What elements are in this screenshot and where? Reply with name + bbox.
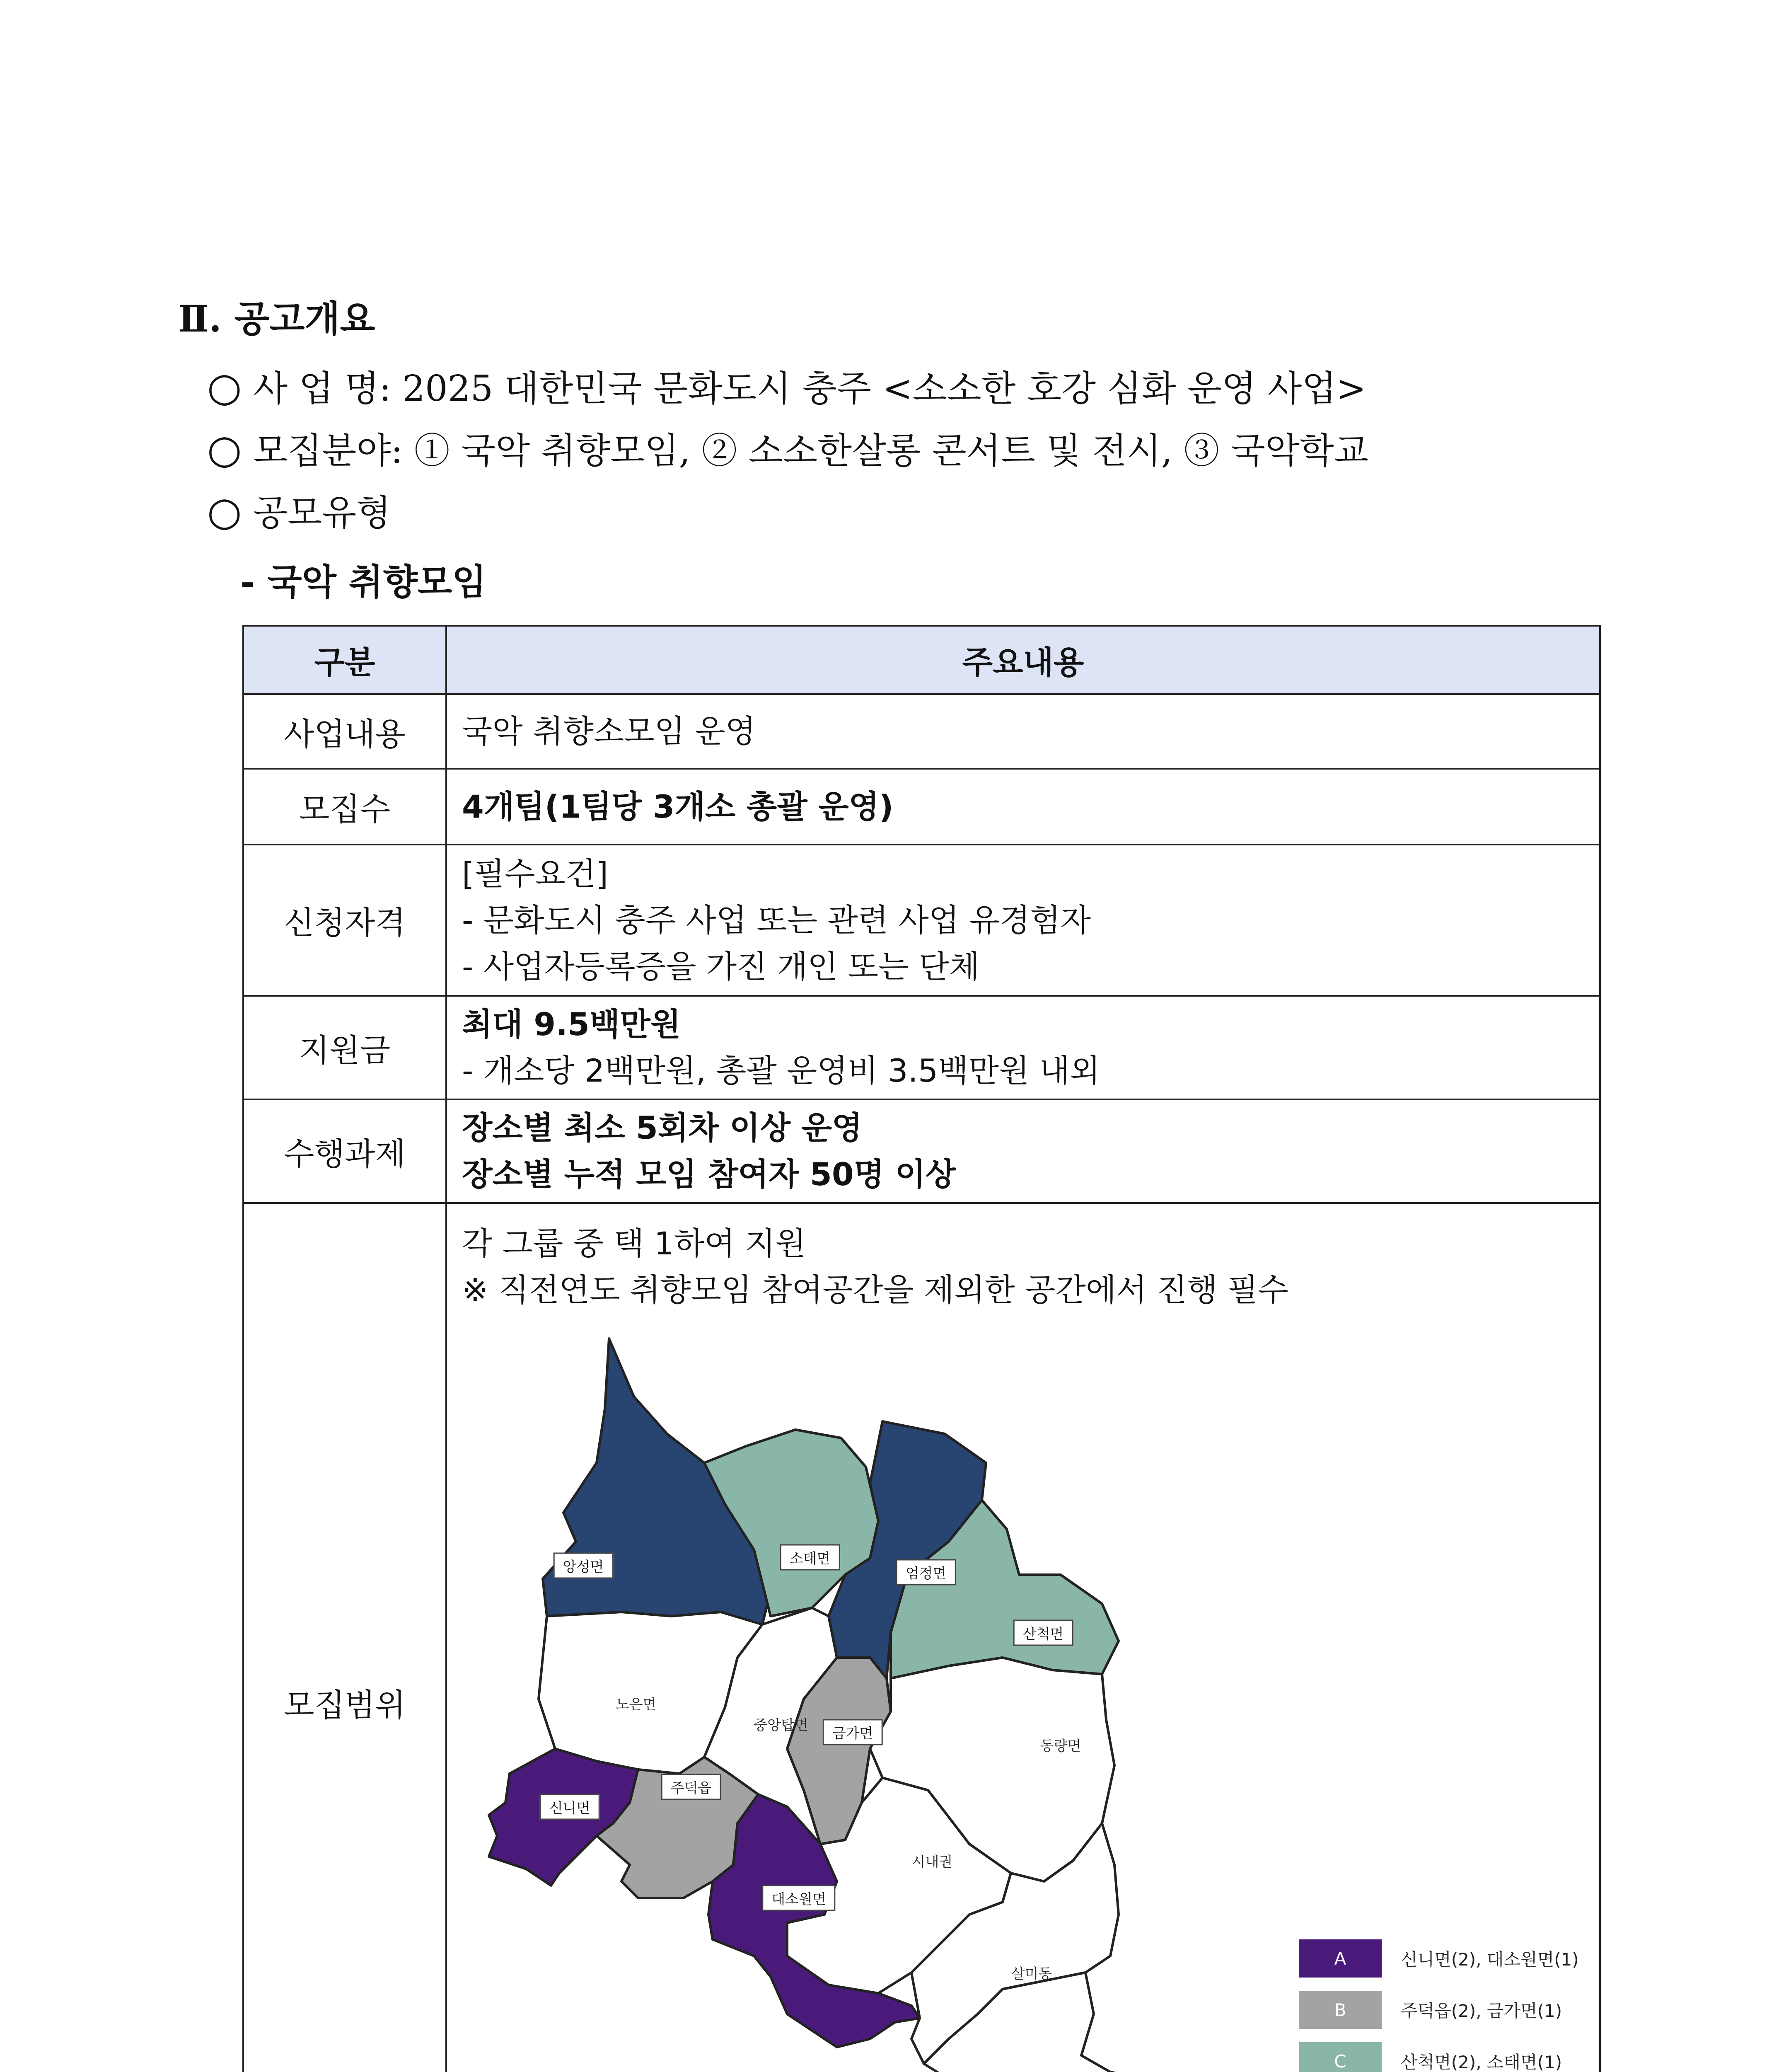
map-label-sinaegwon: 시내권 — [911, 1854, 953, 1871]
row-label: 모집범위 — [243, 1203, 446, 2072]
funding-max: 최대 9.5백만원 — [462, 1006, 681, 1043]
task-item: 장소별 누적 모임 참여자 50명 이상 — [462, 1156, 956, 1193]
task-item: 장소별 최소 5회차 이상 운영 — [462, 1109, 863, 1146]
header-category: 구분 — [243, 626, 446, 694]
item-type — [207, 484, 391, 535]
map-label-sotae: 소태면 — [780, 1544, 840, 1571]
table-row — [243, 845, 1600, 996]
row-content — [446, 769, 1600, 845]
item-label: 공모유형 — [253, 492, 391, 534]
row-label: 모집수 — [243, 769, 446, 845]
map-label-sinni: 신니면 — [540, 1794, 600, 1820]
row-label: 신청자격 — [243, 845, 446, 996]
item-business-name — [207, 360, 1366, 411]
map-label-jungang: 중앙탑면 — [754, 1717, 808, 1734]
recruit-count: 4개팀(1팀당 3개소 총괄 운영) — [462, 788, 894, 825]
table-row — [243, 694, 1600, 769]
table-row — [243, 769, 1600, 845]
legend-item — [1299, 1939, 1579, 1978]
legend-swatch-a: A — [1299, 1939, 1382, 1978]
map-label-salmi: 살미동 — [1011, 1965, 1052, 1982]
scope-note: ※ 직전연도 취향모임 참여공간을 제외한 공간에서 진행 필수 — [462, 1271, 1288, 1308]
region-map — [472, 1326, 1301, 2072]
row-content: 국악 취향소모임 운영 — [446, 694, 1600, 769]
legend-item — [1299, 1991, 1579, 2029]
table-row — [243, 996, 1600, 1099]
map-label-geumga: 금가면 — [823, 1719, 883, 1745]
bullet-circle: ○ — [207, 426, 242, 472]
legend-text: 주덕읍(2), 금가면(1) — [1401, 2001, 1562, 2021]
row-content — [446, 1099, 1600, 1203]
item-label: 모집분야: — [253, 430, 403, 472]
map-label-dongnyang: 동량면 — [1040, 1738, 1081, 1755]
bullet-circle: ○ — [207, 488, 242, 535]
row-content — [446, 996, 1600, 1099]
legend-swatch-b: B — [1299, 1991, 1382, 2029]
item-recruit-field — [207, 422, 1368, 473]
subheading: - 국악 취향모임 — [240, 561, 487, 603]
row-label: 사업내용 — [243, 694, 446, 769]
map-legend — [1299, 1939, 1579, 2072]
map-label-sancheok: 산척면 — [1013, 1620, 1073, 1646]
map-label-eomjeong: 엄정면 — [896, 1559, 956, 1585]
eligibility-item: - 문화도시 충주 사업 또는 관련 사업 유경험자 — [462, 901, 1091, 939]
scope-instruction: 각 그룹 중 택 1하여 지원 — [462, 1225, 806, 1262]
map-label-judeok: 주덕읍 — [661, 1774, 721, 1800]
region-map-svg — [472, 1326, 1301, 2072]
section-title: Ⅱ. 공고개요 — [178, 297, 375, 340]
bullet-circle: ○ — [207, 364, 242, 410]
funding-detail: - 개소당 2백만원, 총괄 운영비 3.5백만원 내외 — [462, 1052, 1100, 1089]
header-content: 주요내용 — [446, 626, 1600, 694]
eligibility-heading: [필수요건] — [462, 855, 608, 892]
table-header-row — [243, 626, 1600, 694]
item-text: ① 국악 취향모임, ② 소소한살롱 콘서트 및 전시, ③ 국악학교 — [414, 430, 1369, 472]
map-label-angseong: 앙성면 — [553, 1553, 614, 1579]
row-content — [446, 845, 1600, 996]
legend-item — [1299, 2042, 1579, 2072]
legend-swatch-c: C — [1299, 2042, 1382, 2072]
item-text: 2025 대한민국 문화도시 충주 <소소한 호강 심화 운영 사업> — [402, 368, 1366, 409]
map-label-daesowon: 대소원면 — [762, 1885, 835, 1911]
legend-text: 산척면(2), 소태면(1) — [1401, 2052, 1562, 2072]
eligibility-item: - 사업자등록증을 가진 개인 또는 단체 — [462, 948, 980, 985]
row-label: 수행과제 — [243, 1099, 446, 1203]
row-label: 지원금 — [243, 996, 446, 1099]
legend-text: 신니면(2), 대소원면(1) — [1401, 1949, 1579, 1970]
item-label: 사 업 명: — [253, 368, 391, 409]
table-row — [243, 1099, 1600, 1203]
map-label-noeun: 노은면 — [615, 1696, 657, 1713]
